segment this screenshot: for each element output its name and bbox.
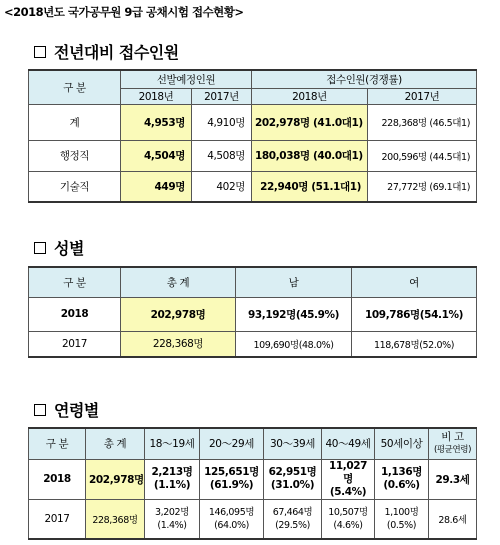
percent: (0.6%) [383, 479, 420, 491]
age-50-plus [375, 499, 429, 539]
header-apply: 접수인원(경쟁률) [252, 70, 477, 88]
count: 67,464명 [272, 506, 313, 518]
age-50-plus [375, 459, 429, 499]
total: 228,368명 [86, 499, 145, 539]
male: 109,690명(48.0%) [236, 331, 352, 357]
row-year: 2018 [29, 459, 86, 499]
count: 3,202명 [155, 506, 189, 518]
percent: (1.4%) [157, 519, 187, 531]
percent: (0.5%) [386, 519, 417, 531]
table-row [29, 331, 477, 357]
header-age-20-29: 20～29세 [200, 428, 264, 459]
age-18-19 [145, 459, 200, 499]
plan-2018: 4,953명 [121, 104, 192, 140]
age-30-39 [264, 459, 322, 499]
plan-2018: 449명 [121, 171, 192, 202]
header-note [429, 428, 477, 459]
table-row [29, 171, 477, 202]
total: 202,978명 [86, 459, 145, 499]
section-title-yoy [34, 40, 179, 63]
header-2017: 2017년 [368, 88, 477, 104]
header-age-50-plus: 50세이상 [375, 428, 429, 459]
header-2018: 2018년 [252, 88, 368, 104]
count: 2,213명 [151, 466, 193, 478]
female: 109,786명(54.1%) [352, 297, 477, 331]
total: 228,368명 [121, 331, 236, 357]
percent: (1.1%) [153, 479, 191, 491]
header-gubun: 구 분 [29, 267, 121, 297]
table-row [29, 499, 477, 539]
header-age-40-49: 40～49세 [322, 428, 375, 459]
total: 202,978명 [121, 297, 236, 331]
header-male: 남 [236, 267, 352, 297]
header-total: 총 계 [121, 267, 236, 297]
gender-table [28, 266, 477, 358]
section-title-text: 연령별 [54, 401, 99, 420]
row-year: 2018 [29, 297, 121, 331]
age-18-19 [145, 499, 200, 539]
plan-2017: 4,508명 [192, 140, 252, 171]
percent: (4.6%) [333, 519, 363, 531]
apply-2018: 202,978명 (41.0대1) [252, 104, 368, 140]
header-gubun: 구 분 [29, 428, 86, 459]
checkbox-square-icon [34, 46, 46, 58]
percent: (31.0%) [270, 479, 315, 491]
row-label: 행정직 [29, 140, 121, 171]
apply-2017: 228,368명 (46.5대1) [368, 104, 477, 140]
checkbox-square-icon [34, 242, 46, 254]
female: 118,678명(52.0%) [352, 331, 477, 357]
header-2018: 2018년 [121, 88, 192, 104]
header-total: 총 계 [86, 428, 145, 459]
table-row [29, 459, 477, 499]
header-plan: 선발예정인원 [121, 70, 252, 88]
count: 1,100명 [384, 506, 419, 518]
header-2017: 2017년 [192, 88, 252, 104]
apply-2018: 22,940명 (51.1대1) [252, 171, 368, 202]
percent: (29.5%) [275, 519, 310, 531]
yoy-table [28, 69, 477, 203]
section-title-text: 전년대비 접수인원 [54, 43, 179, 62]
count: 11,027명 [328, 459, 368, 485]
row-label: 계 [29, 104, 121, 140]
header-age-30-39: 30～39세 [264, 428, 322, 459]
header-female: 여 [352, 267, 477, 297]
apply-2018: 180,038명 (40.0대1) [252, 140, 368, 171]
header-gubun: 구 분 [29, 70, 121, 104]
count: 146,095명 [208, 506, 255, 518]
checkbox-square-icon [34, 404, 46, 416]
row-year: 2017 [29, 499, 86, 539]
male: 93,192명(45.9%) [236, 297, 352, 331]
count: 125,651명 [204, 466, 259, 478]
count: 62,951명 [268, 466, 317, 478]
table-row [29, 297, 477, 331]
plan-2018: 4,504명 [121, 140, 192, 171]
header-age-18-19: 18～19세 [145, 428, 200, 459]
table-row [29, 104, 477, 140]
count: 10,507명 [328, 506, 368, 518]
avg-age: 29.3세 [429, 459, 477, 499]
count: 1,136명 [381, 466, 422, 478]
age-40-49 [322, 459, 375, 499]
age-20-29 [200, 459, 264, 499]
percent: (64.0%) [214, 519, 249, 531]
age-40-49 [322, 499, 375, 539]
table-row [29, 140, 477, 171]
header-note-sub: (평균연령) [433, 444, 472, 455]
plan-2017: 402명 [192, 171, 252, 202]
header-note-label: 비 고 [441, 430, 464, 443]
percent: (61.9%) [209, 479, 254, 491]
percent: (5.4%) [329, 485, 367, 498]
section-title-gender [34, 236, 84, 259]
age-table [28, 427, 477, 540]
section-title-text: 성별 [54, 239, 84, 258]
apply-2017: 27,772명 (69.1대1) [368, 171, 477, 202]
age-20-29 [200, 499, 264, 539]
avg-age: 28.6세 [429, 499, 477, 539]
plan-2017: 4,910명 [192, 104, 252, 140]
section-title-age [34, 398, 99, 421]
age-30-39 [264, 499, 322, 539]
apply-2017: 200,596명 (44.5대1) [368, 140, 477, 171]
row-label: 기술직 [29, 171, 121, 202]
row-year: 2017 [29, 331, 121, 357]
page-title: <2018년도 국가공무원 9급 공채시험 접수현황> [4, 5, 244, 19]
